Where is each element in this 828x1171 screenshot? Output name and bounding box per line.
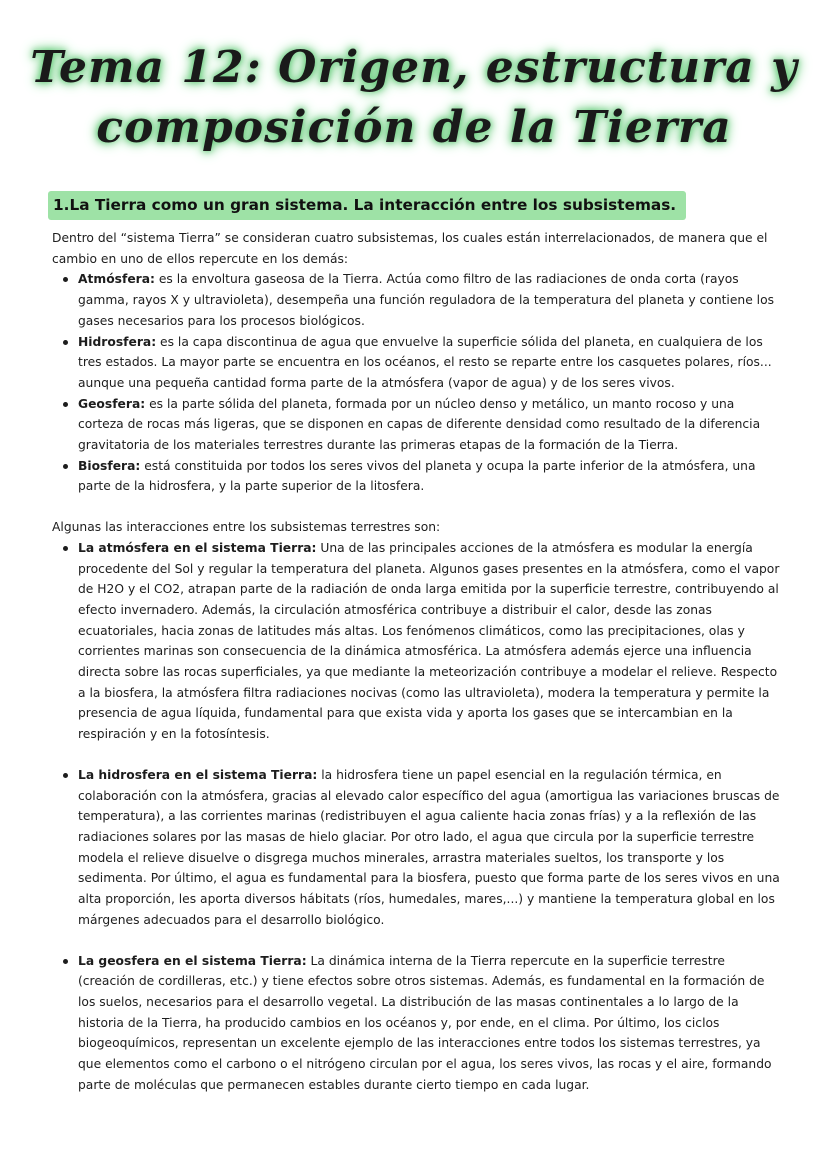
term-label: La geosfera en el sistema Tierra: bbox=[78, 953, 307, 968]
intro-paragraph: Dentro del “sistema Tierra” se consideran cuatro subsistemas, los cuales están interrelacionados, de manera que el cambio en uno de ellos repercute en los demás: bbox=[52, 231, 768, 266]
list-item-geosfera bbox=[78, 394, 780, 456]
item-text: la hidrosfera tiene un papel esencial en la regulación térmica, en colaboración con la atmósfera, gracias al elevado calor específico del agua (amortigua las variaciones bruscas de temperatura), a las corrientes marinas (redistribuyen el agua caliente hacia zonas frías) y a la reflexión de las radiaciones solares por las masas de hielo glaciar. Por otro lado, el agua que circula por la superficie terrestre modela el relieve disuelve o disgrega muchos minerales, arrastra materiales sueltos, los transporte y los sedimenta. Por último, el agua es fundamental para la biosfera, puesto que forma parte de los seres vivos en una alta proporción, les aporta diversos hábitats (ríos, humedales, mares,...) y mantiene la temperatura global en los márgenes adecuados para el desarrollo biológico. bbox=[78, 767, 780, 927]
section-heading: 1.La Tierra como un gran sistema. La interacción entre los subsistemas. bbox=[48, 191, 686, 220]
term-label: Atmósfera: bbox=[78, 272, 155, 287]
list-item-biosfera bbox=[78, 456, 780, 497]
term-label: Geosfera: bbox=[78, 396, 146, 411]
item-text: La dinámica interna de la Tierra repercute en la superficie terrestre (creación de cordilleras, etc.) y tiene efectos sobre otros sistemas. Además, es fundamental en la formación de los suelos, necesarios para el desarrollo vegetal. La distribución de las masas continentales a lo largo de la historia de la Tierra, ha producido cambios en los océanos y, por ende, en el clima. Por último, los ciclos biogeoquímicos, representan un excelente ejemplo de las interacciones entre todos los sistemas terrestres, ya que elementos como el carbono o el nitrógeno circulan por el agua, los seres vivos, las rocas y el aire, formando parte de moléculas que permanecen estables durante cierto tiempo en cada lugar. bbox=[78, 953, 772, 1092]
title-line-2: composición de la Tierra bbox=[96, 102, 732, 153]
list-item-geosfera-interaction bbox=[78, 951, 780, 1096]
term-label: Hidrosfera: bbox=[78, 334, 157, 349]
item-text: es la parte sólida del planeta, formada por un núcleo denso y metálico, un manto rocoso y una corteza de rocas más ligeras, que se disponen en capas de diferente densidad como resultado de la diferencia gravitatoria de los materiales terrestres durante las primeras etapas de la formación de la Tierra. bbox=[78, 396, 761, 453]
list-item-atmosfera-interaction bbox=[78, 538, 780, 745]
title-line-1: Tema 12: Origen, estructura y bbox=[30, 42, 798, 93]
list-item-hidrosfera-interaction bbox=[78, 765, 780, 931]
list-item-atmosfera bbox=[78, 269, 780, 331]
item-text: está constituida por todos los seres vivos del planeta y ocupa la parte inferior de la atmósfera, una parte de la hidrosfera, y la parte superior de la litosfera. bbox=[78, 458, 756, 494]
term-label: La hidrosfera en el sistema Tierra: bbox=[78, 767, 318, 782]
term-label: La atmósfera en el sistema Tierra: bbox=[78, 540, 317, 555]
item-text: Una de las principales acciones de la atmósfera es modular la energía procedente del Sol y regular la temperatura del planeta. Algunos gases presentes en la atmósfera, como el vapor de H2O y el CO2, atrapan parte de la radiación de onda larga emitida por la superficie terrestre, contribuyendo al efecto invernadero. Además, la circulación atmosférica contribuye a distribuir el calor, desde las zonas ecuatoriales, hacia zonas de latitudes más altas. Los fenómenos climáticos, como las precipitaciones, olas y corrientes marinas son consecuencia de la dinámica atmosférica. La atmósfera además ejerce una influencia directa sobre las rocas superficiales, ya que mediante la meteorización contribuye a modelar el relieve. Respecto a la biosfera, la atmósfera filtra radiaciones nocivas (como las ultravioleta), modera la temperatura y permite la presencia de agua líquida, fundamental para que exista vida y aporta los gases que se intercambian en la respiración y en la fotosíntesis. bbox=[78, 540, 780, 742]
subsystems-list bbox=[52, 269, 780, 497]
interactions-list bbox=[52, 538, 780, 1096]
item-text: es la envoltura gaseosa de la Tierra. Actúa como filtro de las radiaciones de onda corta (rayos gamma, rayos X y ultravioleta), desempeña una función reguladora de la temperatura del planeta y contiene los gases necesarios para los procesos biológicos. bbox=[78, 272, 775, 328]
term-label: Biosfera: bbox=[78, 458, 141, 473]
list-item-hidrosfera bbox=[78, 332, 780, 394]
item-text: es la capa discontinua de agua que envuelve la superficie sólida del planeta, en cualquiera de los tres estados. La mayor parte se encuentra en los océanos, el resto se reparte entre los casquetes polares, ríos... aunque una pequeña cantidad forma parte de la atmósfera (vapor de agua) y de los seres vivos. bbox=[78, 334, 772, 390]
section-content bbox=[52, 228, 780, 1095]
page-title bbox=[0, 38, 828, 158]
interactions-intro: Algunas las interacciones entre los subsistemas terrestres son: bbox=[52, 520, 441, 535]
